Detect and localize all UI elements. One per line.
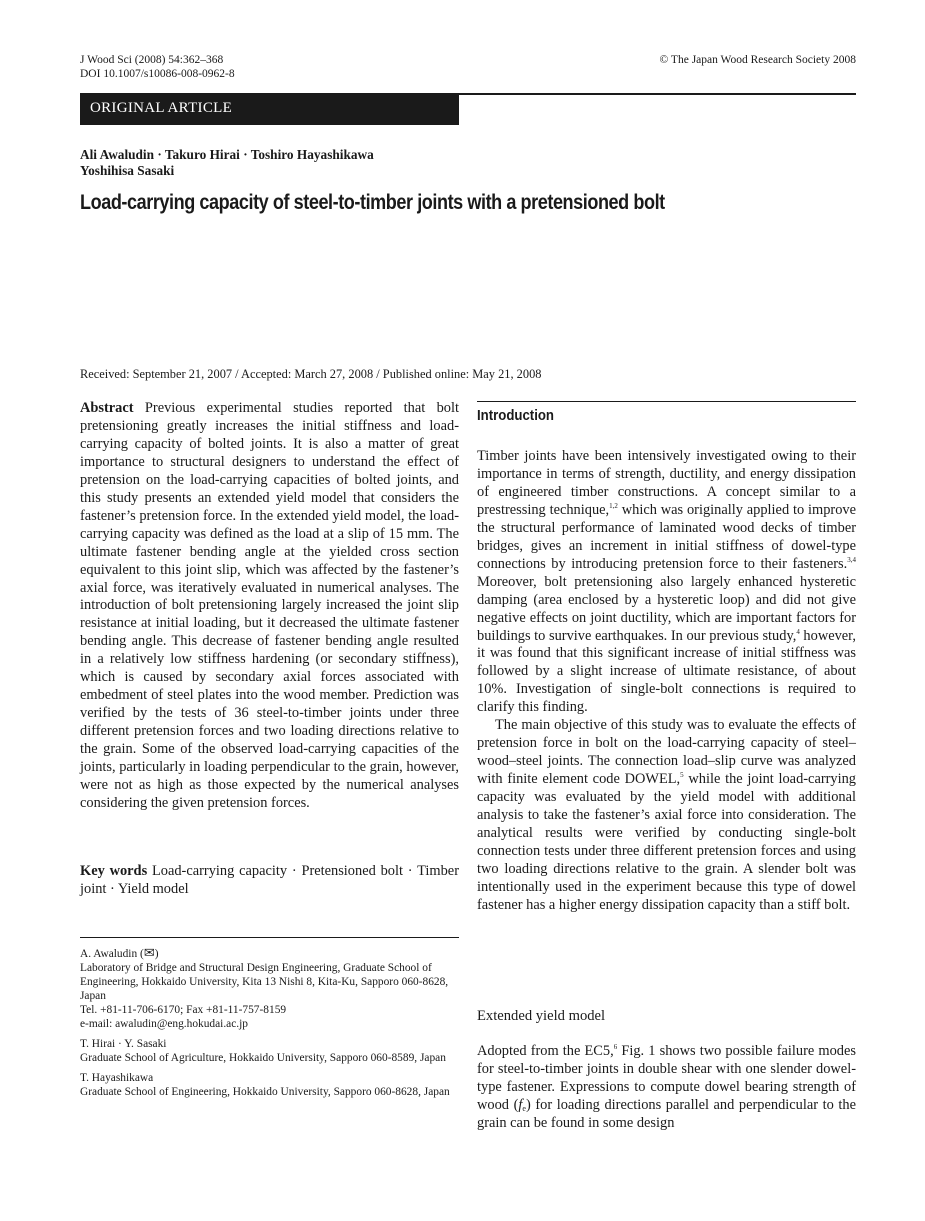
paragraph xyxy=(477,448,856,717)
publication-dates: Received: September 21, 2007 / Accepted: March 27, 2008 / Published online: May 21, 2008 xyxy=(80,367,542,381)
keywords-text: Load-carrying capacity · Pretensioned bolt · Timber joint · Yield model xyxy=(80,863,459,897)
citation-ref: 1,2 xyxy=(609,501,618,510)
text-run: Moreover, bolt pretensioning also largely enhanced hysteretic damping (area enclosed by a hysteretic loop) and did not give negative effects on joint ductility, which are important factors for buildings to survive earthquakes. In our previous study, xyxy=(477,573,856,644)
doi: DOI 10.1007/s10086-008-0962-8 xyxy=(80,68,235,80)
math-subscript: e xyxy=(522,1103,526,1113)
journal-meta xyxy=(80,53,235,81)
citation-ref: 3,4 xyxy=(847,555,856,564)
affiliation-awaludin xyxy=(80,946,459,1031)
affiliation-hirai-sasaki xyxy=(80,1037,459,1065)
introduction-body xyxy=(477,448,856,915)
article-type-label: ORIGINAL ARTICLE xyxy=(90,100,233,116)
citation-ref: 5 xyxy=(680,771,684,780)
extended-yield-model-heading: Extended yield model xyxy=(477,1008,606,1024)
abstract-text: Previous experimental studies reported that bolt pretensioning greatly increases the initial stiffness and load-carrying capacity of bolted joints. It is also a matter of great importance to structural designers to understand the effect of pretension on the load-carrying capacities of bolted joints, and this study presents an extended yield model that considers the fastener’s pretension force. In the extended yield model, the load-carrying capacity was defined as the load at a slip of 15 mm. The ultimate fastener bending angle at the yielded cross section equivalent to this joint slip, which was affected by the fastener’s axial force, was iteratively evaluated in numerical analyses. The introduction of bolt pretensioning largely increased the joint slip resistance at initial loading, but it decreased the ultimate fastener bending angle. This decrease of fastener bending angle resulted in a relatively low stiffness hardening (or secondary stiffness), which is caused by secondary axial forces associated with embedment of steel plates into the wood member. Prediction was verified by the tests of 36 steel-to-timber joints under three different pretension forces and two loading directions relative to the grain. Some of the observed load-carrying capacities of the joints, particularly in loading perpendicular to the grain, however, were not as high as those expected by the numerical analyses considering the given pretension forces. xyxy=(80,400,459,811)
copyright-notice: © The Japan Wood Research Society 2008 xyxy=(659,54,856,66)
keywords xyxy=(80,863,459,899)
affiliation-phone: Tel. +81-11-706-6170; Fax +81-11-757-8159 xyxy=(80,1004,287,1016)
text-run: The main objective of this study was to evaluate the effects of pretension force in bolt on the load-carrying capacity of steel–wood–steel joints. The connection load–slip curve was analyzed with finite element code DOWEL, xyxy=(477,717,856,788)
text-run: however, it was found that this significant increase of initial stiffness was followed by a slight increase of ultimate resistance, of about 10%. Investigation of single-bolt connections is required to clarify this finding. xyxy=(477,627,856,716)
keywords-label: Key words xyxy=(80,863,148,879)
author-line-2: Yoshihisa Sasaki xyxy=(80,163,175,178)
text-run: ) for loading directions parallel and perpendicular to the grain can be found in some design xyxy=(477,1096,856,1131)
citation-ref: 6 xyxy=(613,1043,618,1051)
text-run: Timber joints have been intensively investigated owing to their importance in terms of strength, ductility, and energy dissipation of engineered timber constructions. A concept similar to a prestressing technique, xyxy=(477,448,856,518)
corresponding-author-name: A. Awaludin ( xyxy=(80,948,144,960)
text-run: Fig. 1 shows two possible failure modes for steel-to-timber joints in double shear with one slender dowel-type fastener. Expressions to compute dowel bearing strength of wood ( xyxy=(477,1043,856,1113)
affiliations xyxy=(80,946,459,1105)
corresponding-author-close: ) xyxy=(154,948,159,960)
affiliation-names: T. Hirai · Y. Sasaki xyxy=(80,1038,167,1050)
introduction-rule xyxy=(477,401,856,402)
abstract-label: Abstract xyxy=(80,400,134,416)
article-title: Load-carrying capacity of steel-to-timber joints with a pretensioned bolt xyxy=(80,191,665,214)
text-run: while the joint load-carrying capacity was evaluated by the yield model with additional analysis to take the fastener’s axial force into consideration. The analytical results were verified by conducting single-bolt connection tests under three different pretension forces and using two loading directions relative to the grain. A slender bolt was intentionally used in the experiment because this type of dowel fastener has a higher energy dissipation capacity than a stiff bolt. xyxy=(477,771,857,913)
abstract xyxy=(80,400,459,813)
text-run: which was originally applied to improve the structural performance of laminated wood decks of timber bridges, gives an increment in initial stiffness of dowel-type connections by introducing pretension force to their fasteners. xyxy=(477,501,856,572)
author-line-1: Ali Awaludin · Takuro Hirai · Toshiro Hayashikawa xyxy=(80,147,374,162)
text-run: Adopted from the EC5, xyxy=(477,1043,614,1059)
corresponding-author xyxy=(80,946,459,961)
paragraph xyxy=(477,717,856,914)
math-variable: f xyxy=(518,1096,523,1113)
affiliation-address: Laboratory of Bridge and Structural Design Engineering, Graduate School of Engineering, Hokkaido University, Kita 13 Nishi 8, Kita-Ku, Sapporo 060-8628, Japan xyxy=(80,962,449,1002)
affiliation-names: T. Hayashikawa xyxy=(80,1072,154,1084)
affiliation-email: e-mail: awaludin@eng.hokudai.ac.jp xyxy=(80,1018,249,1030)
extended-yield-model-body xyxy=(477,1043,856,1133)
introduction-heading: Introduction xyxy=(477,407,554,424)
affiliation-rule xyxy=(80,937,459,938)
affiliation-address: Graduate School of Engineering, Hokkaido University, Sapporo 060-8628, Japan xyxy=(80,1086,450,1098)
journal-citation: J Wood Sci (2008) 54:362–368 xyxy=(80,54,224,66)
envelope-icon: ✉ xyxy=(143,945,155,960)
affiliation-hayashikawa xyxy=(80,1071,459,1099)
author-list xyxy=(80,147,374,179)
affiliation-address: Graduate School of Agriculture, Hokkaido University, Sapporo 060-8589, Japan xyxy=(80,1052,446,1064)
citation-ref: 4 xyxy=(796,627,800,636)
